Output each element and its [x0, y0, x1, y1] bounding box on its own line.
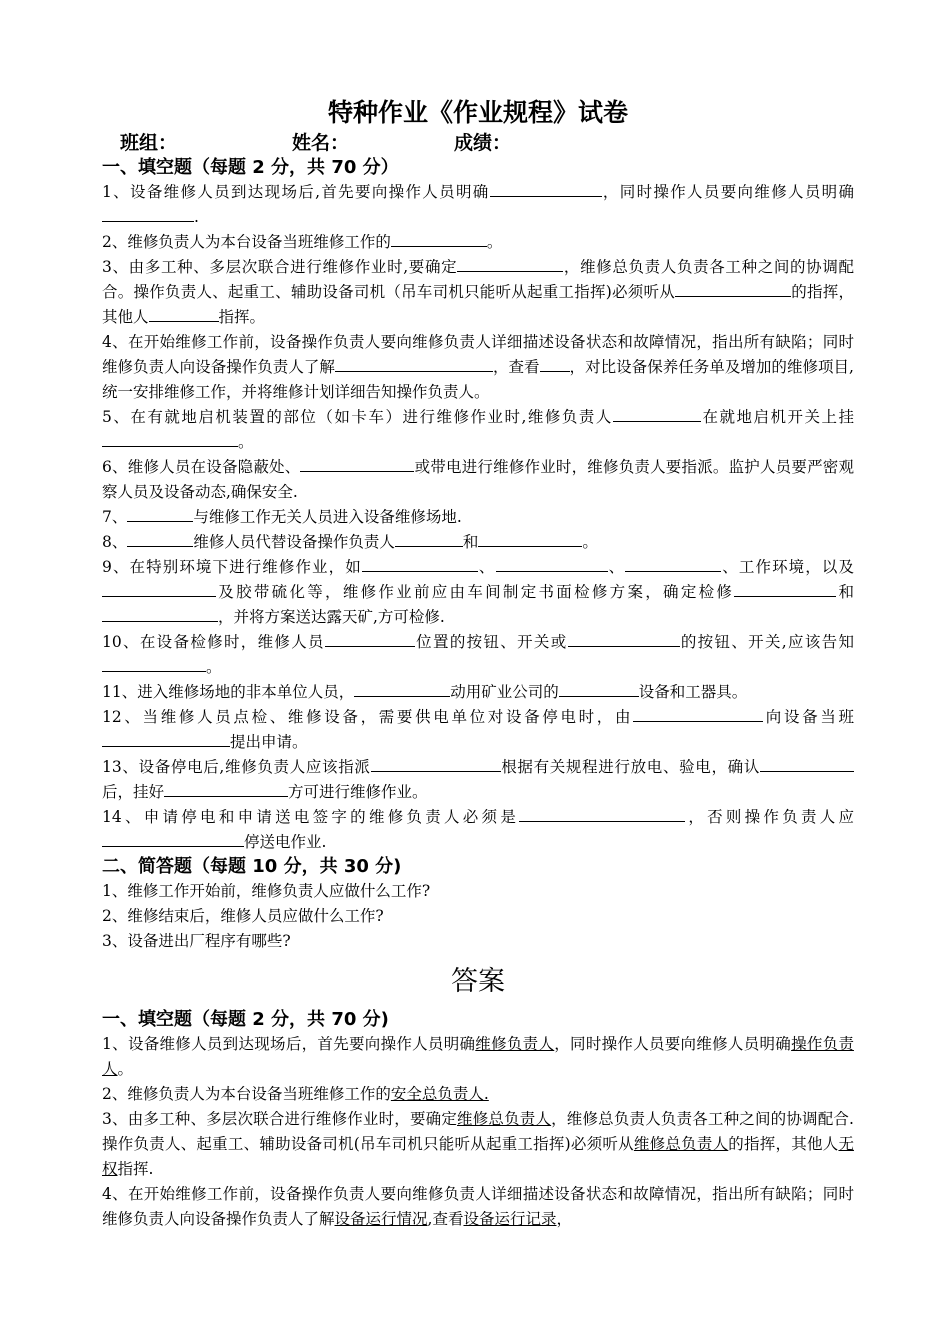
answer-2: 2、维修负责人为本台设备当班维修工作的安全总负责人.: [102, 1085, 489, 1103]
answer-blank[interactable]: [325, 630, 415, 647]
answer-blank[interactable]: [127, 505, 193, 522]
answer-blank[interactable]: [164, 780, 288, 797]
question-9: 9、在特别环境下进行维修作业，如 、 、 、工作环境，以及及胶带硫化等，维修作业前应由车间制定书面检修方案，确定检修 和，并将方案送达露天矿,方可检修.: [102, 555, 854, 630]
short-question-2: 2、维修结束后，维修人员应做什么工作?: [102, 907, 384, 925]
question-6: 6、维修人员在设备隐蔽处、 或带电进行维修作业时，维修负责人要指派。监护人员要严密观察人员及设备动态,确保安全.: [102, 455, 854, 505]
question-11: 11、进入维修场地的非本单位人员， 动用矿业公司的 设备和工器具。: [102, 680, 854, 705]
answer-blank[interactable]: [675, 280, 791, 297]
question-13: 13、设备停电后,维修负责人应该指派 根据有关规程进行放电、验电，确认后，挂好 方可进行维修作业。: [102, 755, 854, 805]
answer-blank[interactable]: [568, 630, 680, 647]
section-fill-in-heading: 一、填空题（每题 2 分，共 70 分）: [102, 157, 399, 178]
answer-1: 1、设备维修人员到达现场后，首先要向操作人员明确维修负责人，同时操作人员要向维修人员明确操作负责人。: [102, 1035, 854, 1078]
answer-blank[interactable]: [519, 805, 685, 822]
answer-4: 4、在开始维修工作前，设备操作负责人要向维修负责人详细描述设备状态和故障情况，指出所有缺陷；同时维修负责人向设备操作负责人了解设备运行情况,查看设备运行记录，: [102, 1185, 854, 1228]
exam-page: [102, 96, 854, 1232]
answer-blank[interactable]: [362, 555, 478, 572]
answer-blank[interactable]: [625, 555, 721, 572]
answer-blank[interactable]: [149, 305, 219, 322]
answer-blank[interactable]: [613, 405, 701, 422]
question-14: 14、申请停电和申请送电签字的维修负责人必须是 ，否则操作负责人应停送电作业.: [102, 805, 854, 855]
student-info-row: [102, 130, 854, 156]
answer-section-heading: 一、填空题（每题 2 分，共 70 分): [102, 1009, 389, 1030]
answer-blank[interactable]: [102, 580, 216, 597]
answer-title: 答案: [451, 966, 505, 997]
answer-blank[interactable]: [496, 555, 608, 572]
answer-blank[interactable]: [102, 205, 194, 222]
answer-blank[interactable]: [102, 605, 218, 622]
class-label: 班组：: [120, 132, 178, 154]
answer-blank[interactable]: [760, 755, 854, 772]
question-10: 10、在设备检修时，维修人员 位置的按钮、开关或 的按钮、开关,应该告知。: [102, 630, 854, 680]
short-question-1: 1、维修工作开始前，维修负责人应做什么工作?: [102, 882, 431, 900]
answer-blank[interactable]: [734, 580, 836, 597]
answer-blank[interactable]: [354, 680, 450, 697]
answer-blank[interactable]: [102, 830, 244, 847]
answer-blank[interactable]: [371, 755, 501, 772]
question-8: 8、 维修人员代替设备操作负责人 和 。: [102, 530, 854, 555]
short-question-3: 3、设备进出厂程序有哪些?: [102, 932, 291, 950]
answer-blank[interactable]: [490, 180, 602, 197]
question-12: 12、当维修人员点检、维修设备，需要供电单位对设备停电时，由 向设备当班提出申请。: [102, 705, 854, 755]
answer-blank[interactable]: [395, 530, 463, 547]
answer-blank[interactable]: [559, 680, 639, 697]
question-5: 5、在有就地启机装置的部位（如卡车）进行维修作业时,维修负责人 在就地启机开关上挂。: [102, 405, 854, 455]
name-label: 姓名：: [292, 132, 350, 154]
answer-blank[interactable]: [478, 530, 582, 547]
answer-blank[interactable]: [540, 355, 570, 372]
question-2: 2、维修负责人为本台设备当班维修工作的 。: [102, 230, 854, 255]
answer-blank[interactable]: [335, 355, 493, 372]
answer-blank[interactable]: [102, 655, 206, 672]
exam-title: 特种作业《作业规程》试卷: [327, 98, 628, 127]
section-short-answer-heading: 二、简答题（每题 10 分，共 30 分): [102, 856, 402, 877]
question-3: 3、由多工种、多层次联合进行维修作业时,要确定 ，维修总负责人负责各工种之间的协调配合。操作负责人、起重工、辅助设备司机（吊车司机只能听从起重工指挥)必须听从 的指挥，其他人 指挥。: [102, 255, 854, 330]
score-label: 成绩：: [454, 132, 512, 154]
answer-blank[interactable]: [127, 530, 193, 547]
answer-blank[interactable]: [102, 430, 238, 447]
answer-blank[interactable]: [391, 230, 487, 247]
answer-blank[interactable]: [457, 255, 563, 272]
answer-blank[interactable]: [300, 455, 414, 472]
question-4: 4、在开始维修工作前，设备操作负责人要向维修负责人详细描述设备状态和故障情况，指出所有缺陷；同时维修负责人向设备操作负责人了解 ，查看 ，对比设备保养任务单及增加的维修项目,统一安排维修工作，并将维修计划详细告知操作负责人。: [102, 333, 854, 401]
answer-blank[interactable]: [633, 705, 763, 722]
question-7: 7、 与维修工作无关人员进入设备维修场地.: [102, 505, 854, 530]
answer-3: 3、由多工种、多层次联合进行维修作业时，要确定维修总负责人，维修总负责人负责各工种之间的协调配合.操作负责人、起重工、辅助设备司机(吊车司机只能听从起重工指挥)必须听从维修总负责人的指挥，其他人无权指挥.: [102, 1110, 854, 1178]
answer-blank[interactable]: [102, 730, 230, 747]
question-1: 1、设备维修人员到达现场后,首先要向操作人员明确 ，同时操作人员要向维修人员明确.: [102, 180, 854, 230]
